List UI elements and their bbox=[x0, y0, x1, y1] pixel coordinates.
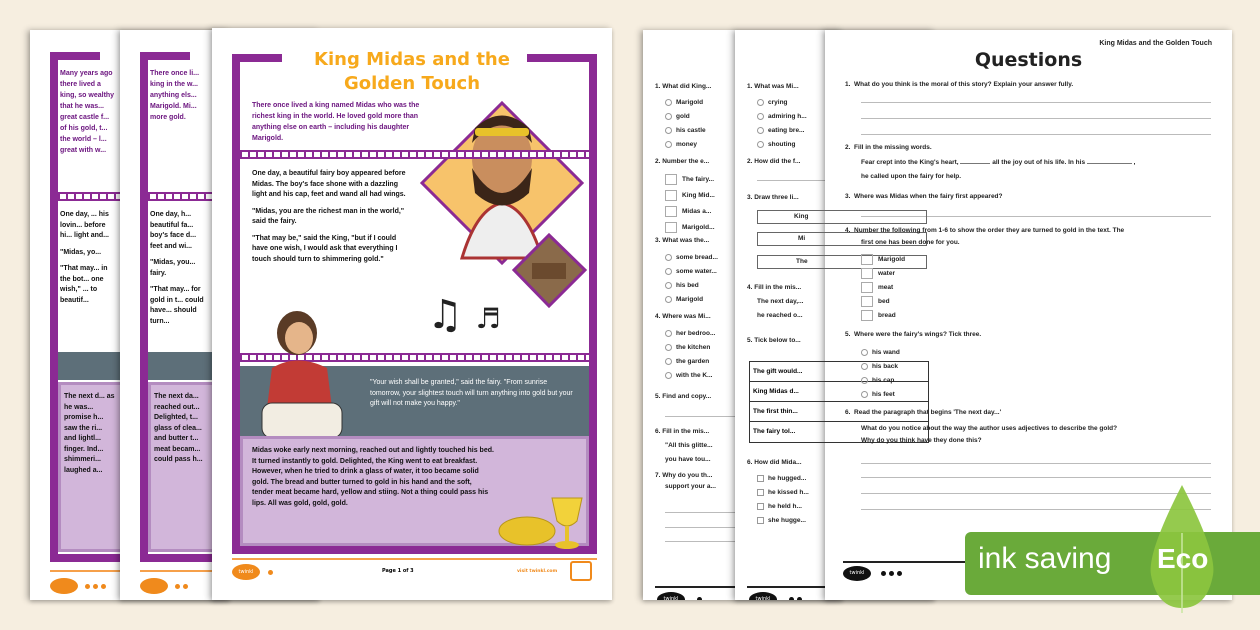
bottom-text: The next da... reached out... Delighted, t... glass of clea... and butter t... meat becam... could pass h... bbox=[154, 393, 203, 463]
greek-key-border bbox=[240, 150, 589, 159]
story-text: One day, ... his lovin... before hi... light and... "Midas, yo... "That may... in the bot... one wish," ... to beautif... bbox=[60, 211, 109, 304]
intro-text: There once lived a king named Midas who was the richest king in the world. He loved gold more than anything else on earth – including his daughter Marigold. bbox=[252, 102, 420, 142]
page-number: Page 1 of 3 bbox=[382, 568, 414, 574]
number-box-option[interactable]: bed bbox=[861, 295, 905, 309]
radio-option[interactable]: with the K... bbox=[665, 369, 715, 383]
story-text: One day, h... beautiful fa... boy's face d... feet and wi... "Midas, you... fairy. "That may... for gold in t... could have... should turn... bbox=[150, 211, 204, 325]
bottom-text: Midas woke early next morning, reached out and lightly touched his bed. It turned instantly to gold. Delighted, the King went to eat breakfast. However, when he tried to drink a glass of water, it too became solid gold. The bread and butter turned to gold in his hand and the soft, tender meat became hard, yellow and stiing. Not a thing could pass his lips. All was gold, gold, gold. bbox=[252, 447, 494, 507]
twinkl-hat-icon bbox=[570, 561, 592, 581]
radio-option[interactable]: the kitchen bbox=[665, 341, 715, 355]
radio-option[interactable]: gold bbox=[665, 110, 706, 124]
ink-saving-label: ink saving bbox=[978, 542, 1112, 575]
radio-option[interactable]: his cap bbox=[861, 374, 900, 388]
radio-option[interactable]: his back bbox=[861, 360, 900, 374]
questions-title: Questions bbox=[974, 49, 1083, 71]
radio-option[interactable]: crying bbox=[757, 96, 807, 110]
story-text: One day, a beautiful fairy boy appeared before Midas. The boy's face shone with a dazzling light and his cap, feet and wand all had wings. "Midas, you are the richest man in the world," said the fairy. "That may be," said the King, "but if I could have one wish, I would ask that everything I touch should turn to shimmering gold." bbox=[252, 170, 406, 263]
radio-option[interactable]: his castle bbox=[665, 124, 706, 138]
site-link[interactable]: visit twinkl.com bbox=[517, 569, 558, 574]
radio-option[interactable]: his feet bbox=[861, 388, 900, 402]
questions-page-1: 1. What did King... Marigold gold his castle money 2. Number the e... The fairy... King Mid... Midas a... Marigold... 3. What was the... some bread... some water... his bed Marigold 4. Where was Mi... her bedroo... the kitchen the garden with the K... 5. Find and copy... 6. Fill in the mis... "All this glitte... you have tou... 7. Why do you th... support your a... twinkl bbox=[643, 30, 843, 600]
number-box-option[interactable]: water bbox=[861, 267, 905, 281]
radio-option[interactable]: Marigold bbox=[665, 293, 718, 307]
number-box-option[interactable]: bread bbox=[861, 309, 905, 323]
checkbox-option[interactable]: he held h... bbox=[757, 500, 809, 514]
radio-option[interactable]: the garden bbox=[665, 355, 715, 369]
number-box-option[interactable]: King Mid... bbox=[665, 188, 715, 204]
fairy-boy-illustration bbox=[247, 308, 357, 438]
match-box: King bbox=[757, 210, 927, 224]
intro-text: Many years ago there lived a king, so wealthy that he was... great castle f... of his gold, t... the world – l... great with w... bbox=[60, 70, 115, 154]
checkbox-option[interactable]: he kissed h... bbox=[757, 486, 809, 500]
radio-option[interactable]: some water... bbox=[665, 265, 718, 279]
eco-label: Eco bbox=[1157, 543, 1209, 574]
wish-text: "Your wish shall be granted," said the fairy. "From sunrise tomorrow, your slightest touch will turn anything into gold but your gift will not make you happy." bbox=[370, 379, 573, 407]
number-box-option[interactable]: Midas a... bbox=[665, 204, 715, 220]
radio-option[interactable]: her bedroo... bbox=[665, 327, 715, 341]
radio-option[interactable]: admiring h... bbox=[757, 110, 807, 124]
intro-text: There once li... king in the w... anything els... Marigold. Mi... more gold. bbox=[150, 70, 200, 121]
music-notes-icon: ♫ ♬ bbox=[427, 292, 501, 338]
number-box-option[interactable]: Marigold... bbox=[665, 220, 715, 236]
radio-option[interactable]: money bbox=[665, 138, 706, 152]
match-box: The bbox=[757, 255, 927, 269]
twinkl-logo: twinkl bbox=[657, 592, 685, 600]
tick-table: The gift would... King Midas d... The first thin... The fairy tol... bbox=[749, 361, 929, 443]
treasure-chest-illustration bbox=[512, 233, 587, 308]
twinkl-logo: twinkl bbox=[843, 566, 871, 581]
twinkl-logo: twinkl bbox=[749, 592, 777, 600]
radio-option[interactable]: some bread... bbox=[665, 251, 718, 265]
checkbox-option[interactable]: she hugge... bbox=[757, 514, 809, 528]
radio-option[interactable]: his bed bbox=[665, 279, 718, 293]
radio-option[interactable]: Marigold bbox=[665, 96, 706, 110]
golden-goblet-illustration bbox=[497, 493, 587, 553]
match-box: Mi bbox=[757, 232, 927, 246]
radio-option[interactable]: his wand bbox=[861, 346, 900, 360]
number-box-option[interactable]: The fairy... bbox=[665, 172, 715, 188]
number-box-option[interactable]: Marigold bbox=[861, 253, 905, 267]
twinkl-logo bbox=[140, 578, 168, 594]
reading-page-3 bbox=[212, 28, 612, 600]
number-box-option[interactable]: meat bbox=[861, 281, 905, 295]
page-title: King Midas and the Golden Touch bbox=[314, 49, 510, 94]
bottom-text: The next d... as he was... promise h... saw the ri... and lightl... finger. Ind... shimmeri... laughed a... bbox=[64, 393, 115, 474]
worksheet-header: King Midas and the Golden Touch bbox=[1099, 40, 1212, 47]
questions-page-3: King Midas and the Golden Touch Questions 1. What do you think is the moral of this story? Explain your answer fully. 2. Fill in the missing words. Fear crept into the King's heart, all the joy out of his life. In his , he called upon the fairy for help. 3. Where was Midas when the fairy first appeared? 4. Number the following from 1-6 to show the order they are turned to gold in the text. The first one has been done for you. Marigold water meat bed bread 5. Where were the fairy's wings? Tick three. his wand his back his cap his feet 6. Read the paragraph that begins 'The next day...' What do you notice about the way the author uses adjectives to describe the gold? Why do you think have they done this? twinkl bbox=[825, 30, 1232, 600]
twinkl-logo: twinkl bbox=[232, 564, 260, 580]
radio-option[interactable]: eating bre... bbox=[757, 124, 807, 138]
twinkl-logo bbox=[50, 578, 78, 594]
checkbox-option[interactable]: he hugged... bbox=[757, 472, 809, 486]
questions-page-2: 1. What was Mi... crying admiring h... eating bre... shouting 2. How did the f... 3. Draw three li... King Mi The 4. Fill in the mis... The next day,... he reached o... 5. Tick below to... The gift would... King Midas d... The first thin... The fairy tol... 6. How did Mida... he hugged... he kissed h... he held h... she hugge... twinkl bbox=[735, 30, 935, 600]
radio-option[interactable]: shouting bbox=[757, 138, 807, 152]
